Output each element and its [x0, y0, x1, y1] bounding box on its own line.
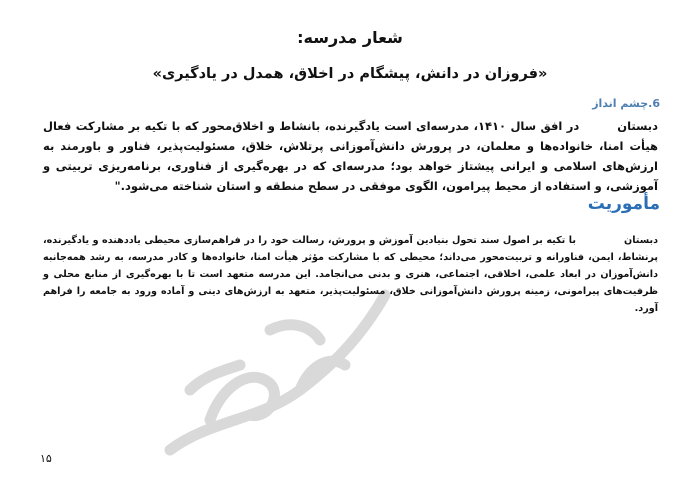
page-number: ۱۵: [40, 452, 52, 465]
school-slogan: «فروزان در دانش، پیشگام در اخلاق، همدل در یادگیری»: [152, 66, 548, 82]
vision-paragraph: [43, 116, 658, 196]
vision-lead: دبستان: [617, 119, 658, 133]
vision-heading: 6.چشم انداز: [592, 97, 660, 110]
page-title: شعار مدرسه:: [297, 28, 403, 47]
vision-text: در افق سال ۱۴۱۰، مدرسه‌ای است یادگیرنده، بانشاط و اخلاق‌محور که با تکیه بر مشارکت فعال هیأت امنا، خانواده‌ها و معلمان، در پرورش دانش‌آموزانی پرتلاش، خلاق، مسئولیت‌پذیر، فناور و باورمند به ارزش‌های اسلامی و ایرانی پیشتاز خواهد بود؛ مدرسه‌ای که در بهره‌گیری از فناوری، برنامه‌ریزی تربیتی و آموزشی، و استفاده از محیط پیرامون، الگوی موفقی در سطح منطقه و استان شناخته می‌شود.": [43, 119, 658, 193]
mission-text: با تکیه بر اصول سند تحول بنیادین آموزش و پرورش، رسالت خود را در فراهم‌سازی محیطی یاددهنده و یادگیرنده، پرنشاط، ایمن، فناورانه و تربیت‌محور می‌داند؛ محیطی که با مشارکت مؤثر هیأت امنا، خانواده‌ها و کادر مدرسه، به رشد همه‌جانبه دانش‌آموزان در ابعاد علمی، اخلاقی، اجتماعی، هنری و بدنی می‌انجامد. این مدرسه متعهد است تا با بهره‌گیری از منابع محلی و ظرفیت‌های پیرامونی، زمینه پرورش دانش‌آموزانی خلاق، مسئولیت‌پذیر، متعهد به ارزش‌های دینی و آماده ورود به جامعه را فراهم آورد.: [43, 235, 658, 314]
mission-paragraph: [43, 232, 658, 317]
mission-heading: مأموریت: [587, 194, 660, 214]
mission-lead: دبستان: [624, 235, 658, 246]
